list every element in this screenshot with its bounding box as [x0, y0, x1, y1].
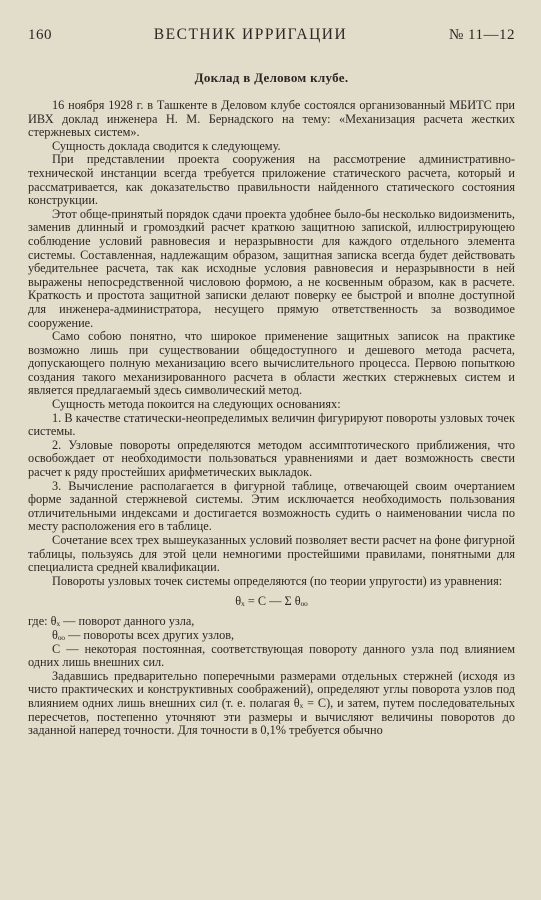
- paragraph: Сущность метода покоится на следующих основаниях:: [52, 397, 341, 412]
- paragraph: Сущность доклада сводится к следующему.: [52, 138, 281, 153]
- paragraph: 16 ноября 1928 г. в Ташкенте в Деловом клубе состоялся организованный МБИТС при ИВХ доклад инженера Н. М. Бернадского на тему: «Механизация расчета жестких стержневых систем».: [28, 98, 515, 140]
- paragraph: Задавшись предварительно поперечными размерами отдельных стержней (исходя из чисто практических и конструктивных соображений), определяют углы поворота узлов под влиянием одних лишь внешних сил (т. е. полагая θₓ = C), и затем, путем последовательных пересчетов, постепенно уточняют эти размеры и вычисляют величины поворотов до заданной наперед точности. Для точности в 0,1% требуется обычно: [28, 668, 515, 738]
- journal-title: ВЕСТНИК ИРРИГАЦИИ: [153, 26, 348, 43]
- paragraph: Повороты узловых точек системы определяются (по теории упругости) из уравнения:: [52, 573, 503, 588]
- page-number: 160: [28, 27, 52, 43]
- definition-line: где: θₓ — поворот данного узла,: [28, 614, 195, 629]
- paragraph: Сочетание всех трех вышеуказанных условий позволяет вести расчет на фоне фигурной таблицы, пользуясь для этой цели немногими простейшими правилами, понятными для специалиста средней квалификации.: [28, 533, 515, 575]
- article-body: [28, 99, 515, 588]
- article-body-continued: [28, 670, 515, 738]
- paragraph: Этот обще-принятый порядок сдачи проекта удобнее было-бы несколько видоизменить, заменив длинный и громоздкий расчет краткою защитною запиской, иллюстрирующею соблюдение условий равновесия и неразрывности для каждого отдельного элемента системы. Составленная, надлежащим образом, защитная записка всегда будет действовать убедительнее расчета, так как исходные условия равновесия и неразрывности в ней выражены непосредственной числовою формою, а не косвенным образом, как в расчете. Краткость и простота защитной записки делают поверку ее быстрой и вполне доступной для инженера-администратора, несущего прямую ответственность за возводимое сооружение.: [28, 206, 515, 330]
- page-header: [28, 26, 515, 44]
- paragraph: 1. В качестве статически-неопределимых величин фигурируют повороты узловых точек системы.: [28, 410, 515, 439]
- paragraph: 2. Узловые повороты определяются методом ассимптотического приближения, что освобождает от необходимости пользоваться уравнениями и дает возможность свести расчет к ряду простейших арифметических выкладок.: [28, 437, 515, 480]
- paragraph: При представлении проекта сооружения на рассмотрение административно-технической инстанции всегда требуется приложение статического расчета, который и рассматривается, как доказательство правильности найденного статического состояния конструкции.: [28, 152, 515, 208]
- definition-line: C — некоторая постоянная, соответствующая повороту данного узла под влиянием одних лишь внешних сил.: [28, 641, 515, 670]
- paragraph: 3. Вычисление располагается в фигурной таблице, отвечающей своим очертанием форме заданной стержневой системы. Этим исключается необходимость пользования отличительными индексами и достигается возможность судить о наименовании числа по месту расположения его в таблице.: [28, 478, 515, 534]
- definitions: [28, 615, 515, 669]
- definition-line: θₒₒ — повороты всех других узлов,: [52, 627, 235, 642]
- paragraph: Само собою понятно, что широкое применение защитных записок на практике возможно лишь при существовании общедоступного и дешевого метода расчета, допускающего полную механизацию всего вычислительного процесса. Первою попыткою создания такого механизированного расчета в области жестких стержневых систем и является предлагаемый здесь символический метод.: [28, 329, 515, 398]
- article-title: Доклад в Деловом клубе.: [194, 70, 349, 85]
- issue-number: № 11—12: [448, 27, 515, 43]
- equation: θₓ = C — Σ θₒₒ: [235, 594, 308, 609]
